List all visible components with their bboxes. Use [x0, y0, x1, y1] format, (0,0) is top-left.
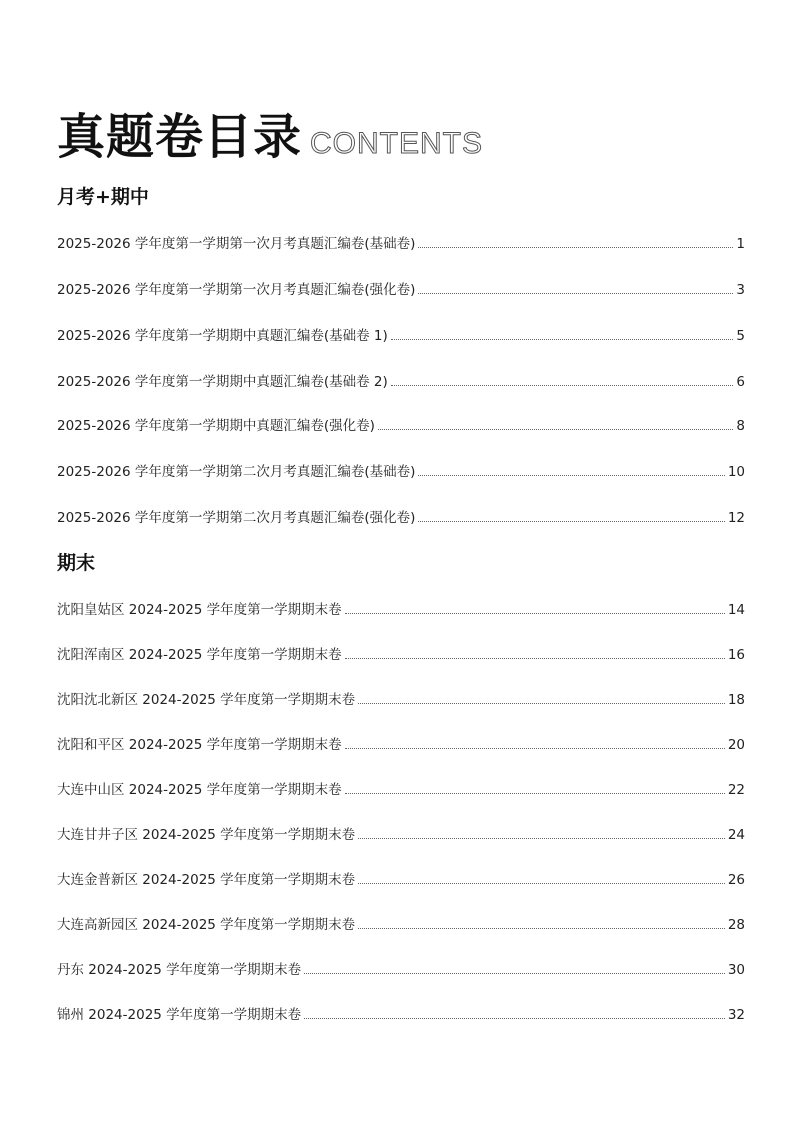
toc-entry-title: 大连甘井子区 2024-2025 学年度第一学期期末卷 — [57, 827, 356, 843]
dot-leader — [418, 293, 733, 294]
toc-entry-page: 28 — [727, 917, 745, 933]
toc-entry-page: 22 — [727, 782, 745, 798]
toc-entry[interactable] — [57, 868, 745, 888]
page-title — [57, 98, 483, 167]
toc-entry-page: 32 — [727, 1007, 745, 1023]
dot-leader — [358, 883, 725, 884]
toc-entry-page: 14 — [727, 602, 745, 618]
dot-leader — [418, 521, 724, 522]
toc-entry-title: 大连高新园区 2024-2025 学年度第一学期期末卷 — [57, 917, 356, 933]
toc-entry[interactable] — [57, 460, 745, 480]
section-heading-final: 期末 — [57, 552, 96, 574]
toc-entry-page: 12 — [727, 510, 745, 526]
toc-entry-title: 2025-2026 学年度第一学期第一次月考真题汇编卷(基础卷) — [57, 236, 416, 252]
toc-entry-page: 5 — [736, 328, 745, 344]
toc-entry-title: 沈阳皇姑区 2024-2025 学年度第一学期期末卷 — [57, 602, 342, 618]
dot-leader — [418, 475, 724, 476]
toc-entry[interactable] — [57, 232, 745, 252]
toc-entry[interactable] — [57, 688, 745, 708]
toc-entry[interactable] — [57, 778, 745, 798]
toc-entry-title: 2025-2026 学年度第一学期期中真题汇编卷(基础卷 1) — [57, 328, 388, 344]
dot-leader — [345, 748, 725, 749]
dot-leader — [345, 793, 725, 794]
toc-entry[interactable] — [57, 598, 745, 618]
dot-leader — [358, 928, 725, 929]
toc-entry-page: 26 — [727, 872, 745, 888]
toc-entry[interactable] — [57, 733, 745, 753]
toc-entry-title: 2025-2026 学年度第一学期第二次月考真题汇编卷(强化卷) — [57, 510, 416, 526]
toc-entry-page: 3 — [736, 282, 745, 298]
toc-entry-title: 2025-2026 学年度第一学期期中真题汇编卷(强化卷) — [57, 418, 375, 434]
toc-entry-page: 10 — [727, 464, 745, 480]
toc-entry[interactable] — [57, 823, 745, 843]
toc-entry-title: 大连金普新区 2024-2025 学年度第一学期期末卷 — [57, 872, 356, 888]
title-chinese: 真题卷目录 — [57, 109, 303, 165]
dot-leader — [391, 385, 734, 386]
dot-leader — [378, 429, 733, 430]
toc-entry-title: 锦州 2024-2025 学年度第一学期期末卷 — [57, 1007, 302, 1023]
dot-leader — [391, 339, 734, 340]
toc-entry-title: 2025-2026 学年度第一学期期中真题汇编卷(基础卷 2) — [57, 374, 388, 390]
toc-entry-title: 2025-2026 学年度第一学期第二次月考真题汇编卷(基础卷) — [57, 464, 416, 480]
dot-leader — [418, 247, 733, 248]
toc-entry-page: 18 — [727, 692, 745, 708]
toc-entry[interactable] — [57, 643, 745, 663]
dot-leader — [304, 1018, 725, 1019]
toc-entry[interactable] — [57, 913, 745, 933]
dot-leader — [345, 613, 725, 614]
toc-entry-page: 1 — [736, 236, 745, 252]
title-english: CONTENTS — [310, 127, 484, 160]
toc-entry-page: 16 — [727, 647, 745, 663]
toc-entry-page: 6 — [736, 374, 745, 390]
dot-leader — [358, 838, 725, 839]
toc-entry-page: 30 — [727, 962, 745, 978]
toc-entry-page: 24 — [727, 827, 745, 843]
toc-entry-title: 沈阳浑南区 2024-2025 学年度第一学期期末卷 — [57, 647, 342, 663]
toc-entry-page: 8 — [736, 418, 745, 434]
section-heading-monthly-midterm: 月考+期中 — [57, 186, 149, 208]
toc-entry[interactable] — [57, 414, 745, 434]
toc-entry-title: 沈阳和平区 2024-2025 学年度第一学期期末卷 — [57, 737, 342, 753]
toc-entry-title: 沈阳沈北新区 2024-2025 学年度第一学期期末卷 — [57, 692, 356, 708]
toc-entry-page: 20 — [727, 737, 745, 753]
toc-entry[interactable] — [57, 278, 745, 298]
toc-entry[interactable] — [57, 370, 745, 390]
dot-leader — [358, 703, 725, 704]
toc-entry-title: 丹东 2024-2025 学年度第一学期期末卷 — [57, 962, 302, 978]
toc-entry[interactable] — [57, 324, 745, 344]
dot-leader — [345, 658, 725, 659]
toc-entry[interactable] — [57, 506, 745, 526]
toc-entry-title: 大连中山区 2024-2025 学年度第一学期期末卷 — [57, 782, 342, 798]
toc-entry[interactable] — [57, 958, 745, 978]
toc-entry[interactable] — [57, 1003, 745, 1023]
toc-entry-title: 2025-2026 学年度第一学期第一次月考真题汇编卷(强化卷) — [57, 282, 416, 298]
dot-leader — [304, 973, 725, 974]
